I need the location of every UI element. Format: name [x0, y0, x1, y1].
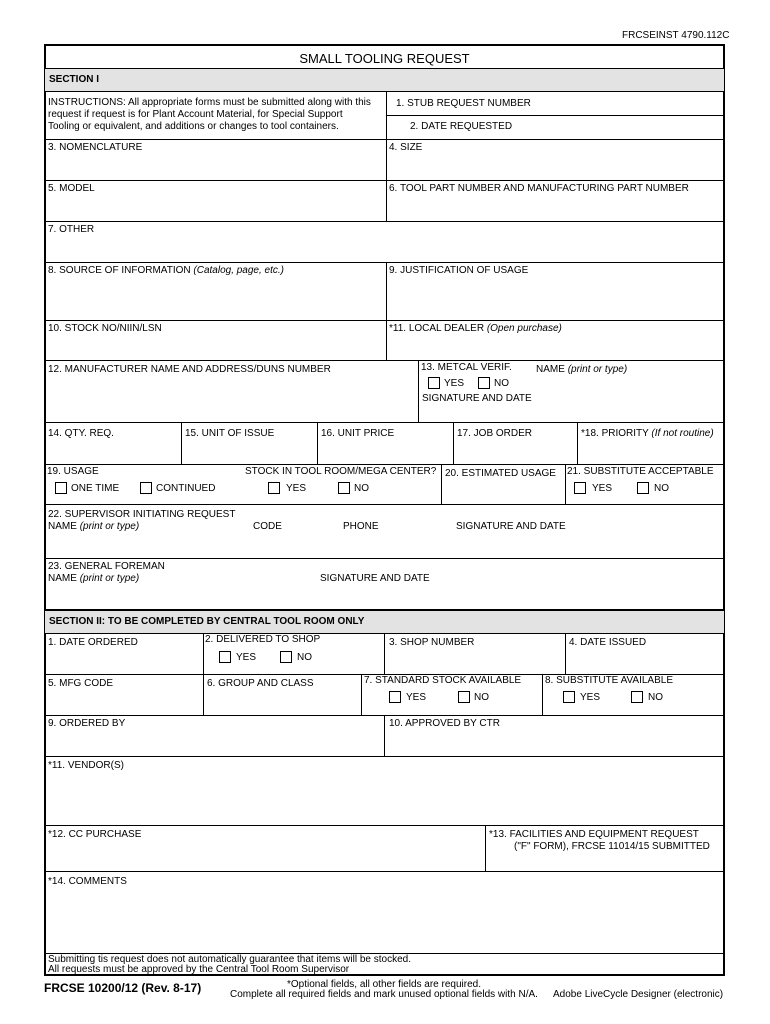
supervisor-label: 22. SUPERVISOR INITIATING REQUEST	[48, 509, 236, 520]
substitute-available-no-label: NO	[648, 692, 663, 703]
group-and-class-label[interactable]: 6. GROUP AND CLASS	[207, 678, 314, 689]
facilities-request-label-1[interactable]: *13. FACILITIES AND EQUIPMENT REQUEST	[489, 829, 699, 840]
job-order-label[interactable]: 17. JOB ORDER	[457, 428, 533, 439]
usage-continued-checkbox[interactable]	[140, 482, 152, 494]
size-label[interactable]: 4. SIZE	[389, 142, 423, 153]
stock-yes-label: YES	[286, 483, 307, 494]
form-title: SMALL TOOLING REQUEST	[299, 51, 470, 66]
form-instruction-number: FRCSEINST 4790.112C	[622, 30, 730, 41]
delivered-no-checkbox[interactable]	[280, 651, 292, 663]
standard-stock-yes-label: YES	[406, 692, 427, 703]
general-foreman-label: 23. GENERAL FOREMAN	[48, 561, 165, 572]
ordered-by-label[interactable]: 9. ORDERED BY	[48, 718, 126, 729]
usage-continued-label: CONTINUED	[156, 483, 216, 494]
stock-no-label[interactable]: 10. STOCK NO/NIIN/LSN	[48, 323, 162, 334]
vendors-label[interactable]: *11. VENDOR(S)	[48, 760, 124, 771]
qty-req-label[interactable]: 14. QTY. REQ.	[48, 428, 114, 439]
supervisor-code-label[interactable]: CODE	[253, 521, 282, 532]
section-2-header: SECTION II: TO BE COMPLETED BY CENTRAL TOOL ROOM ONLY	[45, 611, 724, 633]
delivered-yes-checkbox[interactable]	[219, 651, 231, 663]
local-dealer-label[interactable]: *11. LOCAL DEALER (Open purchase)	[389, 323, 562, 334]
model-label[interactable]: 5. MODEL	[48, 183, 95, 194]
estimated-usage-label[interactable]: 20. ESTIMATED USAGE	[445, 468, 556, 479]
substitute-no-label: NO	[654, 483, 669, 494]
metcal-no-label: NO	[494, 378, 509, 389]
foreman-name-label[interactable]: NAME (print or type)	[48, 573, 140, 584]
supervisor-name-label[interactable]: NAME (print or type)	[48, 521, 140, 532]
approved-by-ctr-label[interactable]: 10. APPROVED BY CTR	[389, 718, 500, 729]
facilities-request-label-2: ("F" FORM), FRCSE 11014/15 SUBMITTED	[514, 841, 710, 852]
na-instruction-note: Complete all required fields and mark unused optional fields with N/A.	[230, 989, 538, 1000]
instructions-line-3: Tooling or equivalent, and additions or changes to tool containers.	[48, 121, 339, 132]
supervisor-phone-label[interactable]: PHONE	[343, 521, 379, 532]
shop-number-label[interactable]: 3. SHOP NUMBER	[389, 637, 475, 648]
substitute-no-checkbox[interactable]	[637, 482, 649, 494]
priority-label[interactable]: *18. PRIORITY (If not routine)	[581, 428, 714, 439]
justification-of-usage-label[interactable]: 9. JUSTIFICATION OF USAGE	[389, 265, 529, 276]
date-ordered-label[interactable]: 1. DATE ORDERED	[48, 637, 138, 648]
designer-note: Adobe LiveCycle Designer (electronic)	[553, 989, 724, 1000]
cc-purchase-label[interactable]: *12. CC PURCHASE	[48, 829, 142, 840]
substitute-yes-label: YES	[592, 483, 613, 494]
usage-one-time-label: ONE TIME	[71, 483, 120, 494]
substitute-available-label: 8. SUBSTITUTE AVAILABLE	[545, 675, 674, 686]
stock-no-checkbox[interactable]	[338, 482, 350, 494]
stock-yes-checkbox[interactable]	[268, 482, 280, 494]
metcal-yes-checkbox[interactable]	[428, 377, 440, 389]
metcal-name-label[interactable]: NAME (print or type)	[536, 364, 628, 375]
approval-note: All requests must be approved by the Central Tool Room Supervisor	[48, 964, 350, 975]
source-of-information-label[interactable]: 8. SOURCE OF INFORMATION (Catalog, page, etc.)	[48, 265, 284, 276]
standard-stock-no-label: NO	[474, 692, 489, 703]
substitute-available-yes-label: YES	[580, 692, 601, 703]
usage-one-time-checkbox[interactable]	[55, 482, 67, 494]
metcal-yes-label: YES	[444, 378, 465, 389]
metcal-signature-label[interactable]: SIGNATURE AND DATE	[422, 393, 532, 404]
comments-label[interactable]: *14. COMMENTS	[48, 876, 127, 887]
other-label[interactable]: 7. OTHER	[48, 224, 95, 235]
optional-fields-note: *Optional fields, all other fields are required.	[287, 979, 481, 990]
delivered-to-shop-label: 2. DELIVERED TO SHOP	[205, 634, 321, 645]
unit-of-issue-label[interactable]: 15. UNIT OF ISSUE	[185, 428, 275, 439]
substitute-available-yes-checkbox[interactable]	[563, 691, 575, 703]
mfg-code-label[interactable]: 5. MFG CODE	[48, 678, 114, 689]
instructions-line-2: request if request is for Plant Account Material, for Special Support	[48, 109, 343, 120]
tool-part-number-label[interactable]: 6. TOOL PART NUMBER AND MANUFACTURING PART NUMBER	[389, 183, 689, 194]
nomenclature-label[interactable]: 3. NOMENCLATURE	[48, 142, 143, 153]
substitute-acceptable-label: 21. SUBSTITUTE ACCEPTABLE	[567, 466, 714, 477]
usage-label: 19. USAGE	[47, 466, 99, 477]
supervisor-signature-label[interactable]: SIGNATURE AND DATE	[456, 521, 566, 532]
substitute-yes-checkbox[interactable]	[574, 482, 586, 494]
foreman-signature-label[interactable]: SIGNATURE AND DATE	[320, 573, 430, 584]
standard-stock-yes-checkbox[interactable]	[389, 691, 401, 703]
section-1-header: SECTION I	[45, 69, 724, 91]
stock-no-label: NO	[354, 483, 369, 494]
metcal-verif-label: 13. METCAL VERIF.	[421, 362, 512, 373]
delivered-no-label: NO	[297, 652, 312, 663]
standard-stock-available-label: 7. STANDARD STOCK AVAILABLE	[364, 675, 522, 686]
delivered-yes-label: YES	[236, 652, 257, 663]
instructions-line-1: INSTRUCTIONS: All appropriate forms must be submitted along with this	[48, 97, 371, 108]
stock-guarantee-note: Submitting tis request does not automatically guarantee that items will be stocked.	[48, 954, 411, 965]
stub-request-number-label[interactable]: 1. STUB REQUEST NUMBER	[396, 98, 531, 109]
standard-stock-no-checkbox[interactable]	[458, 691, 470, 703]
form-number: FRCSE 10200/12 (Rev. 8-17)	[44, 981, 202, 995]
unit-price-label[interactable]: 16. UNIT PRICE	[321, 428, 395, 439]
metcal-no-checkbox[interactable]	[478, 377, 490, 389]
date-requested-label[interactable]: 2. DATE REQUESTED	[410, 121, 513, 132]
substitute-available-no-checkbox[interactable]	[631, 691, 643, 703]
stock-in-tool-room-label: STOCK IN TOOL ROOM/MEGA CENTER?	[245, 466, 437, 477]
manufacturer-name-label[interactable]: 12. MANUFACTURER NAME AND ADDRESS/DUNS NUMBER	[48, 364, 331, 375]
date-issued-label[interactable]: 4. DATE ISSUED	[569, 637, 647, 648]
